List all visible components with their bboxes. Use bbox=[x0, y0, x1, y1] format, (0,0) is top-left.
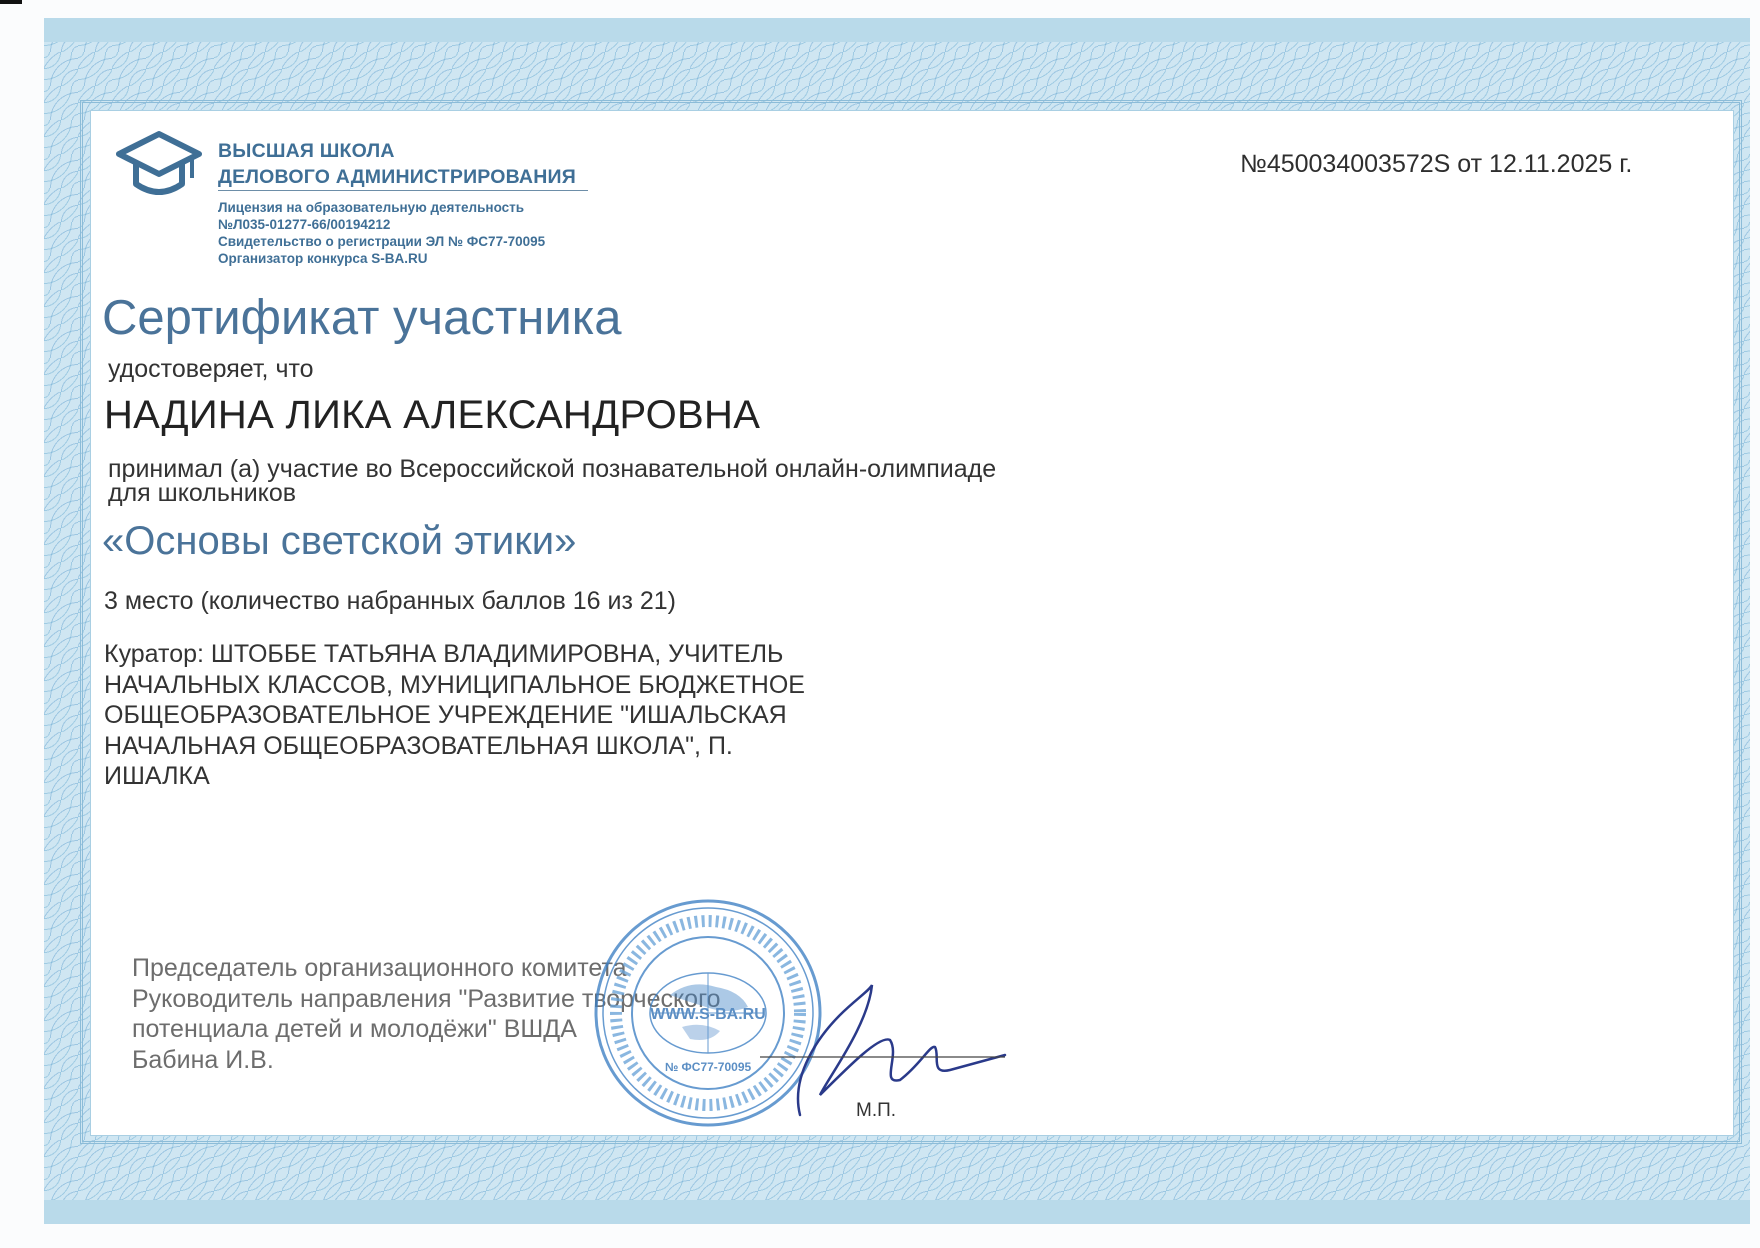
result-text: 3 место (количество набранных баллов 16 из 21) bbox=[104, 587, 676, 615]
certifies-text: удостоверяет, что bbox=[108, 355, 314, 383]
scan-artifact bbox=[0, 0, 22, 4]
org-name-line1: ВЫСШАЯ ШКОЛА bbox=[218, 140, 395, 162]
signatory-name: Бабина И.В. bbox=[132, 1045, 274, 1074]
certificate-number: №450034003572S от 12.11.2025 г. bbox=[1240, 150, 1633, 178]
signatory-line: потенциала детей и молодёжи" ВШДА bbox=[132, 1015, 577, 1043]
curator-line: ОБЩЕОБРАЗОВАТЕЛЬНОЕ УЧРЕЖДЕНИЕ "ИШАЛЬСКАЯ bbox=[104, 701, 787, 729]
olympiad-name: «Основы светской этики» bbox=[102, 519, 577, 563]
certificate-title: Сертификат участника bbox=[102, 291, 622, 345]
participant-name: НАДИНА ЛИКА АЛЕКСАНДРОВНА bbox=[104, 393, 761, 437]
curator-line: НАЧАЛЬНАЯ ОБЩЕОБРАЗОВАТЕЛЬНАЯ ШКОЛА", П. bbox=[104, 731, 733, 760]
signatory-line: Руководитель направления "Развитие творческого bbox=[132, 984, 721, 1013]
org-credentials bbox=[218, 199, 545, 267]
org-name bbox=[218, 138, 576, 190]
curator-line: Куратор: ШТОББЕ ТАТЬЯНА ВЛАДИМИРОВНА, УЧИТЕЛЬ bbox=[104, 640, 784, 668]
stamp-site-text: WWW.S-BA.RU bbox=[650, 1006, 766, 1023]
border-top-band bbox=[44, 18, 1750, 42]
participation-line1: принимал (а) участие во Всероссийской познавательной онлайн-олимпиаде bbox=[108, 455, 997, 483]
organizer-line: Организатор конкурса S-BA.RU bbox=[218, 251, 428, 266]
signatory-line: Председатель организационного комитета bbox=[132, 954, 627, 982]
registration-line: Свидетельство о регистрации ЭЛ № ФС77-70095 bbox=[218, 234, 546, 249]
border-bottom-band bbox=[44, 1200, 1750, 1224]
graduation-cap-icon bbox=[116, 128, 202, 202]
license-line2: №Л035-01277-66/00194212 bbox=[218, 217, 391, 232]
license-line1: Лицензия на образовательную деятельность bbox=[218, 200, 525, 215]
curator-text bbox=[104, 639, 805, 792]
stamp-number-text: № ФС77-70095 bbox=[664, 1060, 752, 1074]
seal-label: М.П. bbox=[856, 1100, 897, 1121]
participation-line2: для школьников bbox=[108, 479, 297, 507]
logo-divider bbox=[218, 190, 588, 191]
curator-line: НАЧАЛЬНЫХ КЛАССОВ, МУНИЦИПАЛЬНОЕ БЮДЖЕТНОЕ bbox=[104, 670, 805, 699]
curator-line: ИШАЛКА bbox=[104, 762, 210, 790]
org-name-line2: ДЕЛОВОГО АДМИНИСТРИРОВАНИЯ bbox=[218, 166, 576, 188]
participation-text bbox=[108, 457, 1308, 505]
